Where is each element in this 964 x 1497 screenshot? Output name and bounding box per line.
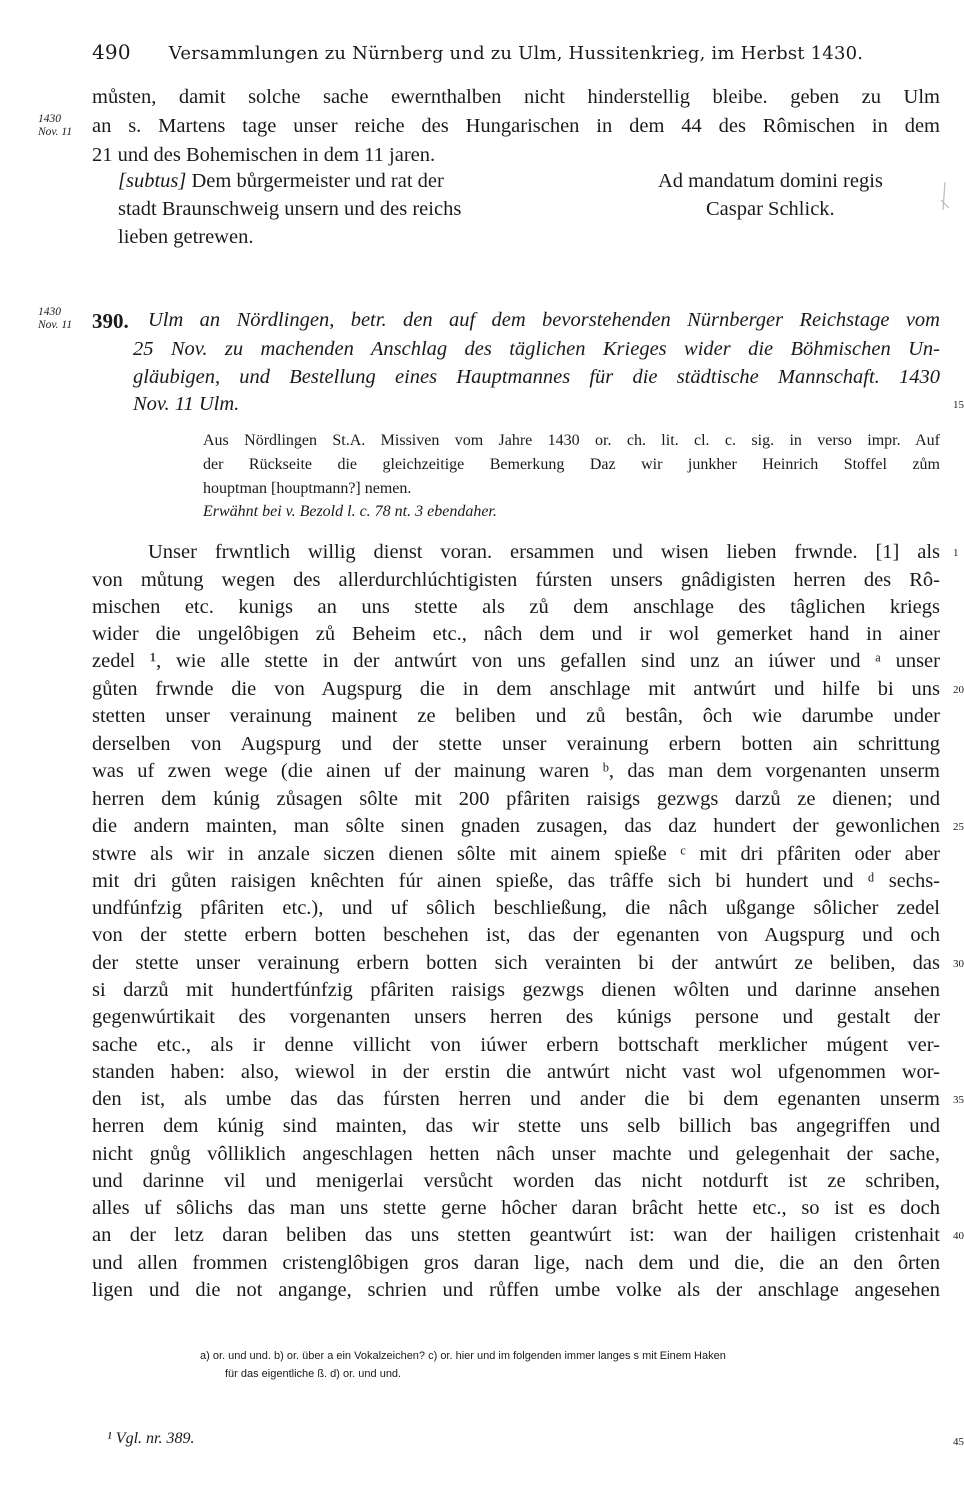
text-line: zedel ¹, wie alle stette in der antwúrt von uns gefallen sind unz an iúwer und ᵃ unser [92, 650, 940, 672]
text-line: stetten unser verainung mainent ze beliben und zů bestân, ôch wie darumbe under [92, 705, 940, 727]
apparatus-note-line: a) or. und und. b) or. über a ein Vokalzeichen? c) or. hier und im folgenden immer langes s mit Einem Haken [200, 1350, 726, 1362]
source-note-line: der Rückseite die gleichzeitige Bemerkung Daz wir junkher Heinrich Stoffel zům [203, 456, 940, 473]
text-line: von der stette erbern botten beschehen ist, das der egenanten von Augspurg und och [92, 924, 940, 946]
running-title: Versammlungen zu Nürnberg und zu Ulm, Hussitenkrieg, im Herbst 1430. [168, 43, 864, 64]
text-line: von můtung wegen des allerdurchlúchtigisten fúrsten unsers gnâdigisten herren des Rô- [92, 569, 940, 591]
text-line: alles uf sôlichs das man uns stette gerne hôcher daran brâcht hette etc., so ist es doch [92, 1197, 940, 1219]
address-line: stadt Braunschweig unsern und des reichs [118, 198, 462, 220]
text-line: Unser frwntlich willig dienst voran. ersammen und wisen lieben frwnde. [1] als [148, 541, 940, 563]
mandate-line: Ad mandatum domini regis [658, 170, 883, 192]
entry-title-line: Nov. 11 Ulm. [133, 393, 240, 415]
line-number: 40 [953, 1230, 964, 1242]
line-number: 30 [953, 958, 964, 970]
margin-date: 1430 Nov. 11 [38, 113, 73, 138]
text-line: die andern mainten, man sôlte sinen gnaden zusagen, das daz hundert der gewonlichen [92, 815, 940, 837]
source-note-line: Aus Nördlingen St.A. Missiven vom Jahre 1430 or. ch. lit. cl. c. sig. in verso impr. Auf [203, 432, 940, 449]
text-line: standen haben: also, wiewol in der erstin die antwúrt nicht vast wol ufgenommen wor- [92, 1061, 940, 1083]
text-line: an der letz daran beliben das uns stetten geantwúrt ist: wan der hailigen cristenhait [92, 1224, 940, 1246]
mandate-line: Caspar Schlick. [706, 198, 835, 220]
text-line: herren dem kúnig sind mainten, das wir stette uns selb billich bas angegriffen und [92, 1115, 940, 1137]
apparatus-note-line: für das eigentliche ß. d) or. und und. [225, 1368, 402, 1380]
line-number: 25 [953, 821, 964, 833]
text-line: gegenwúrtikait des vorgenanten unsers herren des kúnigs persone und gestalt der [92, 1006, 940, 1028]
text-line: 21 und des Bohemischen in dem 11 jaren. [92, 144, 436, 166]
source-note-line: Erwähnt bei v. Bezold l. c. 78 nt. 3 ebendaher. [203, 503, 497, 520]
text-line: an s. Martens tage unser reiche des Hungarischen in dem 44 des Rômischen in dem [92, 115, 940, 137]
text-line: der stette unser verainung erbern botten sich verainten bi der antwúrt ze beliben, das [92, 952, 940, 974]
source-note-line: houptman [houptmann?] nemen. [203, 480, 412, 497]
line-number: 15 [953, 399, 964, 411]
text-line: wider die ungelôbigen zů Beheim etc., nâch dem und ir wol gemerket hand in ainer [92, 623, 940, 645]
entry-title-line: gläubigen, und Bestellung eines Hauptmannes für die städtische Mannschaft. 1430 [133, 366, 940, 388]
text-line: stwre als wir in anzale siczen dienen sôlte mit ainem spieße ᶜ mit dri pfâriten oder aber [92, 843, 940, 865]
text-line: derselben von Augspurg und der stette unser verainung erbern botten ain schrittung [92, 733, 940, 755]
text-line: gůten frwnde die von Augspurg die in dem anschlage mit antwúrt und hilfe bi uns [92, 678, 940, 700]
entry-number: 390. [92, 309, 129, 333]
text-line: nicht gnůg vôlliklich angeschlagen hetten nâch unser machte und gelegenhait der sache, [92, 1143, 940, 1165]
entry-title-line: 25 Nov. zu machenden Anschlag des täglichen Krieges wider die Böhmischen Un- [133, 338, 940, 360]
text-line: und allen frommen cristenglôbigen gros daran lige, nach dem und die, die an den ôrten [92, 1252, 940, 1274]
text-line: sache etc., als ir denne villicht von iúwer erbern bottschaft merklicher múgent ver- [92, 1034, 940, 1056]
text-line: mischen etc. kunigs an uns stette als zů dem anschlage des tâglichen kriegs [92, 596, 940, 618]
text-line: was uf zwen wege (die ainen uf der mainung waren ᵇ, das man dem vorgenanten unserm [92, 760, 940, 782]
text-line: můsten, damit solche sache ewernthalben nicht hinderstellig bleibe. geben zu Ulm [92, 86, 940, 108]
line-number: 35 [953, 1094, 964, 1106]
text-line: und darinne vil und menigerlai versůcht worden das nicht notdurft ist ze schriben, [92, 1170, 940, 1192]
running-header [92, 40, 863, 64]
margin-date: 1430 Nov. 11 [38, 306, 73, 331]
line-number: 20 [953, 684, 964, 696]
text-line: den ist, als umbe das das fúrsten herren und ander die bi dem egenanten unserm [92, 1088, 940, 1110]
footnote: ¹ Vgl. nr. 389. [107, 1430, 195, 1447]
address-line: [subtus] Dem bůrgermeister und rat der [118, 170, 444, 192]
text-line: ligen und die not angange, schrien und růffen umbe volke als der anschlage angesehen [92, 1279, 940, 1301]
pencil-mark-icon [938, 180, 952, 224]
line-number: 45 [953, 1436, 964, 1448]
line-number: 1 [953, 547, 959, 559]
text-line: mit dri gůten raisigen knêchten fúr ainen spieße, das trâffe sich bi hundert und ᵈ sechs- [92, 870, 940, 892]
address-line: lieben getrewen. [118, 226, 254, 248]
entry-title-line: Ulm an Nördlingen, betr. den auf dem bevorstehenden Nürnberger Reichstage vom [148, 309, 940, 331]
text-line: herren dem kúnig zůsagen sôlte mit 200 pfâriten raisigs gezwgs darzů ze dienen; und [92, 788, 940, 810]
text-line: undfúnfzig pfâriten etc.), und uf sôlich beschließung, die nâch ußgange sôlicher zedel [92, 897, 940, 919]
text-line: si darzů mit hundertfúnfzig pfâriten raisigs gezwgs dienen wôlten und darinne ansehen [92, 979, 940, 1001]
page-number: 490 [92, 40, 131, 64]
